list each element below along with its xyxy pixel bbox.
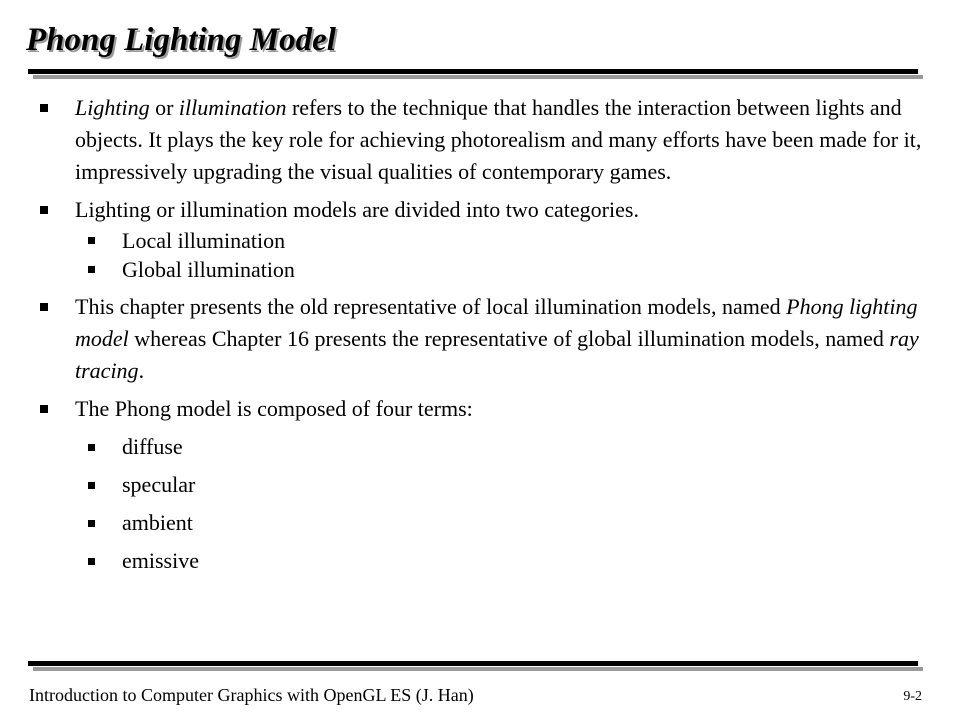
term-emissive: emissive (40, 547, 930, 575)
sub-bullet-local: Local illumination (40, 226, 930, 255)
term-diffuse: diffuse (40, 433, 930, 461)
footer-rule (28, 661, 918, 666)
bullet-text: refers to the technique that handles the interaction between lights and objects. It plays the key role for achieving photorealism and many efforts have been made for it, impressively upgrading the visual qualities of contemporary games. (75, 95, 922, 184)
term-illumination: illumination (178, 95, 287, 120)
bullet-text: The Phong model is composed of four terms: (75, 396, 473, 421)
bullet-text: This chapter presents the old representative of local illumination models, named (75, 294, 787, 319)
bullet-lighting-definition (40, 92, 930, 188)
term-ray-tracing: ray tracing (75, 326, 919, 383)
bullet-chapter (40, 291, 930, 387)
term-ambient: ambient (40, 509, 930, 537)
title-rule (28, 69, 918, 74)
text-or: or (149, 95, 179, 120)
sub-bullet-global: Global illumination (40, 255, 930, 284)
bullet-text: Lighting or illumination models are divided into two categories. (75, 197, 639, 222)
page-number: 9-2 (903, 689, 922, 704)
bullet-four-terms (40, 393, 930, 425)
slide-body (40, 92, 930, 585)
bullet-text: . (138, 358, 145, 383)
term-specular: specular (40, 471, 930, 499)
footer-rule-shadow (33, 667, 923, 671)
bullet-text: whereas Chapter 16 presents the representative of global illumination models, named (128, 326, 890, 351)
title-rule-shadow (33, 75, 923, 79)
bullet-categories (40, 194, 930, 226)
slide-title: Phong Lighting Model (26, 22, 336, 58)
footer-text: Introduction to Computer Graphics with OpenGL ES (J. Han) (29, 685, 474, 705)
term-phong-lighting-model: Phong lighting model (75, 294, 918, 351)
term-lighting: Lighting (75, 95, 150, 120)
